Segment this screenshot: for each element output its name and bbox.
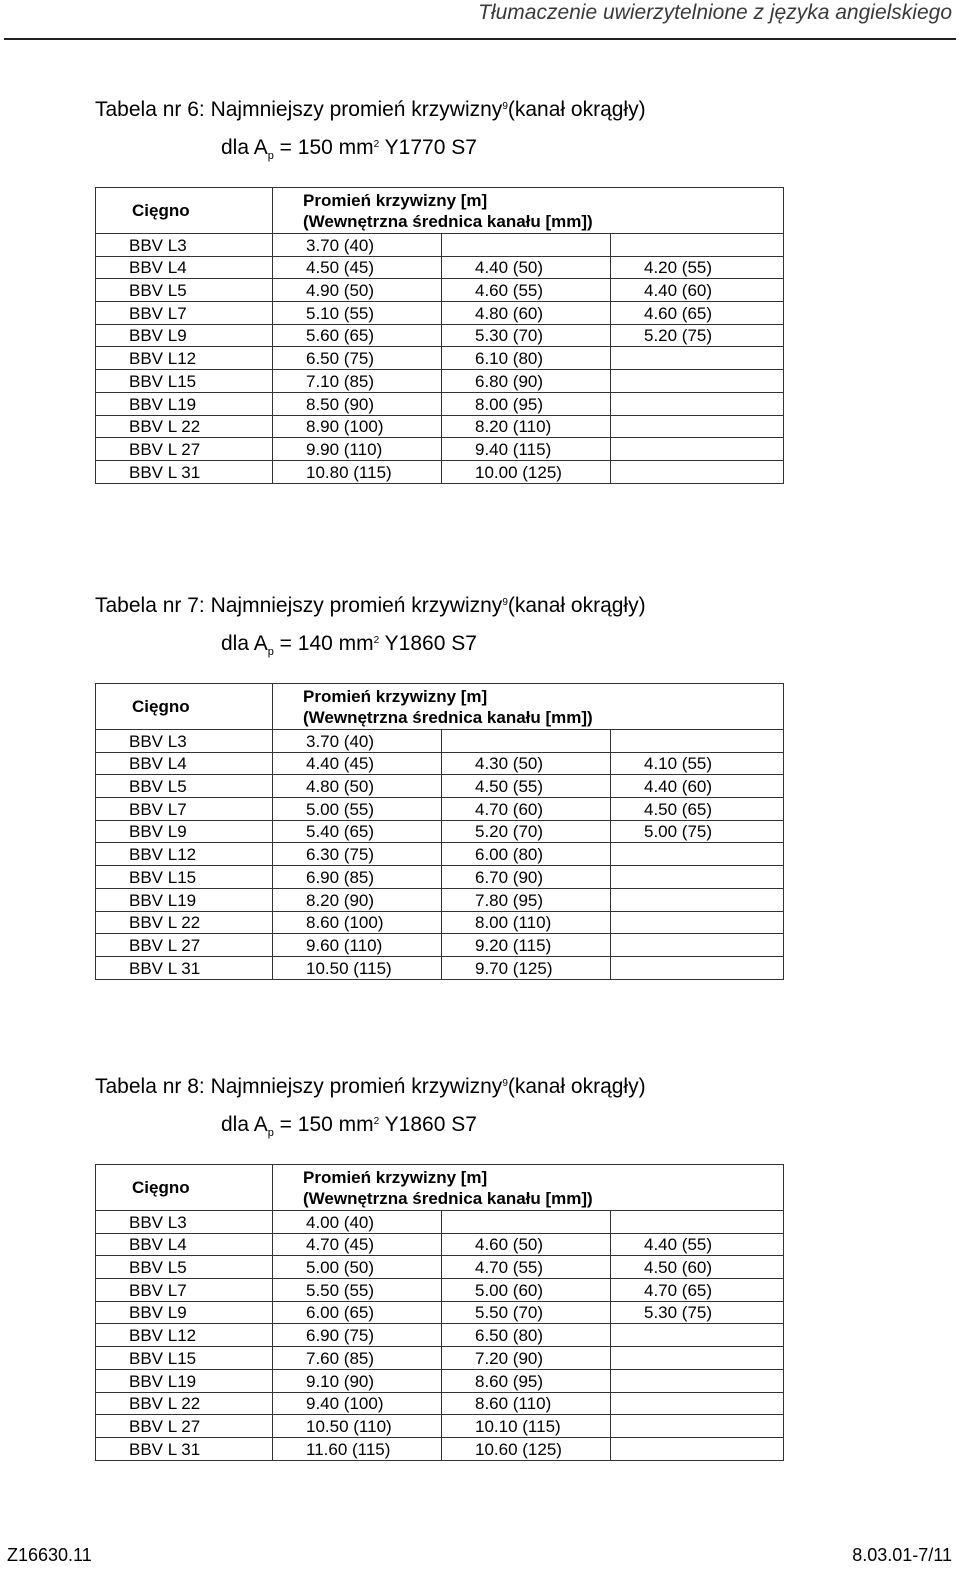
table-row: [96, 1279, 784, 1302]
tendon-cell: BBV L12: [96, 347, 273, 370]
table-row: [96, 1211, 784, 1234]
radius-cell: 8.00 (110): [442, 911, 611, 934]
radius-cell: 6.80 (90): [442, 370, 611, 393]
table-row: [96, 888, 784, 911]
table-title-suffix: (kanał okrągły): [507, 98, 646, 121]
header-radius-line1: Promień krzywizny [m]: [303, 190, 488, 210]
table-body: [96, 1211, 784, 1461]
table-title-suffix: (kanał okrągły): [507, 594, 646, 617]
table-header: [96, 684, 784, 730]
table-row: [96, 302, 784, 325]
tendon-cell: BBV L 27: [96, 438, 273, 461]
subtitle-grade: Y1770 S7: [379, 136, 477, 159]
table-body: [96, 730, 784, 980]
table-row: [96, 392, 784, 415]
table-row: [96, 956, 784, 979]
table-title: [95, 1074, 795, 1100]
superscript: 2: [373, 635, 380, 646]
radius-cell: 8.60 (100): [273, 911, 442, 934]
radius-cell: 8.60 (110): [442, 1392, 611, 1415]
tendon-cell: BBV L 22: [96, 1392, 273, 1415]
radius-cell: 4.40 (60): [611, 775, 784, 798]
tendon-cell: BBV L9: [96, 820, 273, 843]
table-row: [96, 347, 784, 370]
tendon-cell: BBV L19: [96, 888, 273, 911]
radius-cell: [611, 1211, 784, 1234]
radius-cell: 3.70 (40): [273, 234, 442, 257]
radius-cell: 4.40 (55): [611, 1233, 784, 1256]
header-radius: [273, 684, 784, 730]
subtitle-area: = 150 mm: [273, 136, 374, 159]
radius-cell: 10.50 (115): [273, 956, 442, 979]
radius-cell: 8.60 (95): [442, 1369, 611, 1392]
radius-cell: [442, 234, 611, 257]
radius-cell: 4.90 (50): [273, 279, 442, 302]
tendon-cell: BBV L7: [96, 798, 273, 821]
radius-cell: 10.00 (125): [442, 460, 611, 483]
radius-cell: 6.00 (80): [442, 843, 611, 866]
tendon-cell: BBV L9: [96, 324, 273, 347]
radius-cell: 7.10 (85): [273, 370, 442, 393]
radius-cell: [611, 460, 784, 483]
radius-cell: [442, 1211, 611, 1234]
table-row: [96, 460, 784, 483]
subtitle-area: = 150 mm: [273, 1113, 374, 1136]
radius-cell: 4.70 (55): [442, 1256, 611, 1279]
tendon-cell: BBV L 27: [96, 934, 273, 957]
header-radius-line2: (Wewnętrzna średnica kanału [mm]): [303, 707, 593, 727]
header-tendon: Cięgno: [96, 1165, 273, 1211]
table-row: [96, 1347, 784, 1370]
radius-cell: 5.50 (55): [273, 1279, 442, 1302]
radius-cell: 9.70 (125): [442, 956, 611, 979]
tendon-cell: BBV L 31: [96, 460, 273, 483]
radius-cell: 8.20 (110): [442, 415, 611, 438]
table-row: [96, 934, 784, 957]
radius-cell: [611, 843, 784, 866]
radius-cell: 7.20 (90): [442, 1347, 611, 1370]
table-row: [96, 438, 784, 461]
subscript: p: [267, 646, 274, 658]
radius-cell: [611, 866, 784, 889]
radius-cell: [611, 1347, 784, 1370]
radius-cell: [611, 392, 784, 415]
radius-cell: 4.00 (40): [273, 1211, 442, 1234]
tendon-cell: BBV L15: [96, 1347, 273, 1370]
radius-cell: 4.50 (45): [273, 256, 442, 279]
table-row: [96, 752, 784, 775]
radius-cell: [611, 1369, 784, 1392]
header-divider: [4, 38, 956, 40]
radius-cell: 5.20 (75): [611, 324, 784, 347]
page-header: Tłumaczenie uwierzytelnione z języka angielskiego: [478, 1, 952, 24]
radius-cell: 9.20 (115): [442, 934, 611, 957]
tendon-cell: BBV L 27: [96, 1415, 273, 1438]
radius-cell: 6.90 (85): [273, 866, 442, 889]
radius-cell: 4.70 (65): [611, 1279, 784, 1302]
superscript: 2: [373, 139, 380, 150]
radius-cell: 9.10 (90): [273, 1369, 442, 1392]
header-tendon: Cięgno: [96, 188, 273, 234]
table-title-suffix: (kanał okrągły): [507, 1075, 646, 1098]
table-row: [96, 324, 784, 347]
radius-cell: 4.50 (60): [611, 1256, 784, 1279]
radius-cell: [611, 347, 784, 370]
radius-cell: 4.70 (45): [273, 1233, 442, 1256]
radius-cell: [611, 370, 784, 393]
radius-cell: 5.00 (50): [273, 1256, 442, 1279]
table-row: [96, 843, 784, 866]
subtitle-prefix: dla A: [221, 1113, 268, 1136]
radius-cell: 6.00 (65): [273, 1301, 442, 1324]
table-row: [96, 866, 784, 889]
radius-cell: 10.80 (115): [273, 460, 442, 483]
page-reference: 8.03.01-7/11: [852, 1545, 952, 1565]
radius-cell: 11.60 (115): [273, 1437, 442, 1460]
table-row: [96, 1369, 784, 1392]
tendon-cell: BBV L 31: [96, 956, 273, 979]
table-row: [96, 1256, 784, 1279]
table-section: [95, 97, 795, 482]
radius-cell: [611, 730, 784, 753]
footnote-marker: 9: [502, 597, 508, 608]
tendon-cell: BBV L7: [96, 1279, 273, 1302]
radius-cell: 8.00 (95): [442, 392, 611, 415]
tendon-cell: BBV L 22: [96, 911, 273, 934]
table-row: [96, 415, 784, 438]
table-row: [96, 820, 784, 843]
superscript: 2: [373, 1116, 380, 1127]
table-subtitle: [221, 631, 795, 660]
radius-cell: [611, 888, 784, 911]
radius-cell: [611, 1437, 784, 1460]
tendon-cell: BBV L4: [96, 256, 273, 279]
table-row: [96, 1233, 784, 1256]
radius-cell: 5.00 (55): [273, 798, 442, 821]
table-title-text: Tabela nr 6: Najmniejszy promień krzywizny: [95, 98, 503, 121]
table-row: [96, 256, 784, 279]
radius-cell: 4.40 (50): [442, 256, 611, 279]
radius-cell: 4.60 (65): [611, 302, 784, 325]
radius-table: [95, 187, 784, 484]
radius-cell: 3.70 (40): [273, 730, 442, 753]
radius-cell: 9.40 (100): [273, 1392, 442, 1415]
header-radius-line1: Promień krzywizny [m]: [303, 686, 488, 706]
radius-cell: 4.10 (55): [611, 752, 784, 775]
radius-cell: 7.80 (95): [442, 888, 611, 911]
header-row: [96, 1165, 784, 1211]
header-radius-line2: (Wewnętrzna średnica kanału [mm]): [303, 1188, 593, 1208]
footnote-marker: 9: [502, 101, 508, 112]
table-subtitle: [221, 135, 795, 164]
radius-cell: 4.40 (60): [611, 279, 784, 302]
tendon-cell: BBV L4: [96, 752, 273, 775]
radius-cell: 6.70 (90): [442, 866, 611, 889]
subtitle-grade: Y1860 S7: [379, 632, 477, 655]
radius-cell: 5.50 (70): [442, 1301, 611, 1324]
header-row: [96, 188, 784, 234]
table-subtitle: [221, 1112, 795, 1141]
radius-cell: 6.30 (75): [273, 843, 442, 866]
tendon-cell: BBV L3: [96, 730, 273, 753]
table-title-text: Tabela nr 7: Najmniejszy promień krzywizny: [95, 594, 503, 617]
radius-cell: 10.10 (115): [442, 1415, 611, 1438]
table-row: [96, 798, 784, 821]
table-body: [96, 234, 784, 484]
radius-cell: 4.60 (50): [442, 1233, 611, 1256]
tendon-cell: BBV L19: [96, 1369, 273, 1392]
radius-cell: [611, 234, 784, 257]
table-section: [95, 1074, 795, 1459]
radius-cell: [611, 415, 784, 438]
radius-cell: 8.50 (90): [273, 392, 442, 415]
footnote-marker: 9: [502, 1078, 508, 1089]
radius-cell: 6.50 (75): [273, 347, 442, 370]
subscript: p: [267, 1127, 274, 1139]
radius-cell: 7.60 (85): [273, 1347, 442, 1370]
table-row: [96, 730, 784, 753]
table-title-text: Tabela nr 8: Najmniejszy promień krzywizny: [95, 1075, 503, 1098]
radius-cell: 10.50 (110): [273, 1415, 442, 1438]
radius-cell: 9.90 (110): [273, 438, 442, 461]
radius-cell: [611, 1324, 784, 1347]
table-row: [96, 911, 784, 934]
radius-cell: 6.90 (75): [273, 1324, 442, 1347]
header-row: [96, 684, 784, 730]
header-radius: [273, 1165, 784, 1211]
radius-cell: 4.40 (45): [273, 752, 442, 775]
radius-cell: 10.60 (125): [442, 1437, 611, 1460]
radius-cell: [611, 934, 784, 957]
radius-table: [95, 683, 784, 980]
tendon-cell: BBV L3: [96, 234, 273, 257]
subscript: p: [267, 150, 274, 162]
table-row: [96, 775, 784, 798]
radius-table: [95, 1164, 784, 1461]
radius-cell: 9.60 (110): [273, 934, 442, 957]
radius-cell: 5.10 (55): [273, 302, 442, 325]
subtitle-area: = 140 mm: [273, 632, 374, 655]
tendon-cell: BBV L9: [96, 1301, 273, 1324]
tendon-cell: BBV L 31: [96, 1437, 273, 1460]
document-id: Z16630.11: [7, 1545, 92, 1565]
radius-cell: 5.00 (75): [611, 820, 784, 843]
header-tendon: Cięgno: [96, 684, 273, 730]
tendon-cell: BBV L 22: [96, 415, 273, 438]
table-row: [96, 279, 784, 302]
tendon-cell: BBV L15: [96, 866, 273, 889]
radius-cell: 4.80 (50): [273, 775, 442, 798]
radius-cell: 5.60 (65): [273, 324, 442, 347]
table-section: [95, 593, 795, 978]
radius-cell: 4.80 (60): [442, 302, 611, 325]
table-row: [96, 1301, 784, 1324]
table-title: [95, 97, 795, 123]
tendon-cell: BBV L5: [96, 1256, 273, 1279]
radius-cell: [611, 911, 784, 934]
radius-cell: 8.90 (100): [273, 415, 442, 438]
tendon-cell: BBV L4: [96, 1233, 273, 1256]
table-row: [96, 234, 784, 257]
subtitle-prefix: dla A: [221, 632, 268, 655]
tendon-cell: BBV L15: [96, 370, 273, 393]
subtitle-prefix: dla A: [221, 136, 268, 159]
radius-cell: [611, 1392, 784, 1415]
radius-cell: 5.00 (60): [442, 1279, 611, 1302]
radius-cell: 5.20 (70): [442, 820, 611, 843]
table-row: [96, 370, 784, 393]
radius-cell: 4.50 (65): [611, 798, 784, 821]
radius-cell: 4.60 (55): [442, 279, 611, 302]
table-row: [96, 1392, 784, 1415]
header-radius-line2: (Wewnętrzna średnica kanału [mm]): [303, 211, 593, 231]
radius-cell: 9.40 (115): [442, 438, 611, 461]
tendon-cell: BBV L5: [96, 279, 273, 302]
table-title: [95, 593, 795, 619]
radius-cell: [611, 956, 784, 979]
radius-cell: 5.40 (65): [273, 820, 442, 843]
radius-cell: 4.30 (50): [442, 752, 611, 775]
tendon-cell: BBV L3: [96, 1211, 273, 1234]
tendon-cell: BBV L5: [96, 775, 273, 798]
radius-cell: 5.30 (75): [611, 1301, 784, 1324]
radius-cell: 8.20 (90): [273, 888, 442, 911]
radius-cell: [611, 438, 784, 461]
radius-cell: 4.50 (55): [442, 775, 611, 798]
tendon-cell: BBV L12: [96, 843, 273, 866]
radius-cell: 4.20 (55): [611, 256, 784, 279]
header-radius-line1: Promień krzywizny [m]: [303, 1167, 488, 1187]
table-row: [96, 1415, 784, 1438]
radius-cell: [611, 1415, 784, 1438]
radius-cell: 6.10 (80): [442, 347, 611, 370]
radius-cell: 4.70 (60): [442, 798, 611, 821]
tendon-cell: BBV L12: [96, 1324, 273, 1347]
radius-cell: 6.50 (80): [442, 1324, 611, 1347]
table-header: [96, 188, 784, 234]
header-radius: [273, 188, 784, 234]
table-header: [96, 1165, 784, 1211]
table-row: [96, 1437, 784, 1460]
tendon-cell: BBV L19: [96, 392, 273, 415]
radius-cell: 5.30 (70): [442, 324, 611, 347]
tendon-cell: BBV L7: [96, 302, 273, 325]
radius-cell: [442, 730, 611, 753]
subtitle-grade: Y1860 S7: [379, 1113, 477, 1136]
table-row: [96, 1324, 784, 1347]
